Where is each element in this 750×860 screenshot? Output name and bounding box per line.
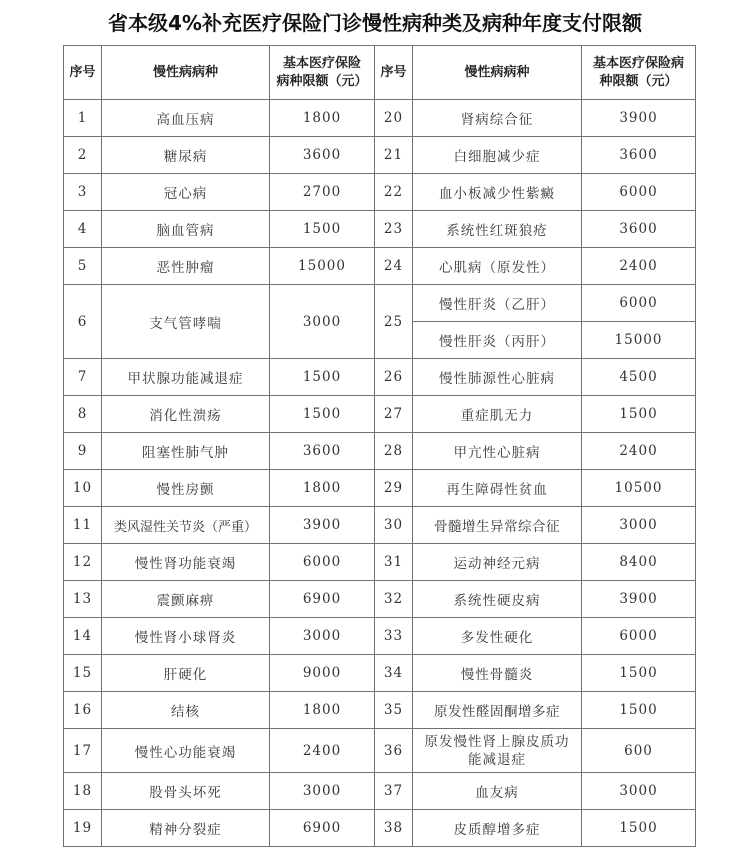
seq-cell: 37 bbox=[375, 773, 413, 810]
seq-cell: 14 bbox=[64, 618, 102, 655]
limit-cell: 1500 bbox=[270, 359, 375, 396]
seq-cell: 5 bbox=[64, 248, 102, 285]
disease-cell: 甲亢性心脏病 bbox=[413, 433, 582, 470]
limit-cell: 3000 bbox=[270, 618, 375, 655]
table-row bbox=[64, 100, 696, 137]
disease-cell-line2: 能减退症 bbox=[468, 751, 526, 768]
table-row bbox=[64, 174, 696, 211]
disease-cell bbox=[413, 729, 582, 773]
seq-cell: 31 bbox=[375, 544, 413, 581]
seq-cell: 12 bbox=[64, 544, 102, 581]
limit-cell: 10500 bbox=[582, 470, 696, 507]
disease-cell: 结核 bbox=[102, 692, 270, 729]
limit-cell: 3600 bbox=[582, 211, 696, 248]
table-row bbox=[64, 137, 696, 174]
disease-cell: 心肌病（原发性） bbox=[413, 248, 582, 285]
disease-cell: 慢性肝炎（丙肝） bbox=[413, 322, 582, 359]
seq-cell: 20 bbox=[375, 100, 413, 137]
seq-cell: 13 bbox=[64, 581, 102, 618]
header-limit-line1: 基本医疗保险 bbox=[282, 55, 361, 71]
limit-cell: 6900 bbox=[270, 810, 375, 847]
table-row bbox=[64, 470, 696, 507]
limit-cell: 2400 bbox=[270, 729, 375, 773]
disease-cell: 震颤麻痹 bbox=[102, 581, 270, 618]
table-row bbox=[64, 285, 696, 322]
seq-cell: 10 bbox=[64, 470, 102, 507]
disease-cell: 慢性心功能衰竭 bbox=[102, 729, 270, 773]
table-row bbox=[64, 433, 696, 470]
limit-cell: 4500 bbox=[582, 359, 696, 396]
table-row bbox=[64, 655, 696, 692]
disease-cell: 类风湿性关节炎（严重） bbox=[102, 507, 270, 544]
chronic-disease-limit-table bbox=[63, 45, 696, 847]
table-row bbox=[64, 359, 696, 396]
disease-cell: 支气管哮喘 bbox=[102, 285, 270, 359]
disease-cell: 肾病综合征 bbox=[413, 100, 582, 137]
seq-cell: 8 bbox=[64, 396, 102, 433]
limit-cell: 1500 bbox=[582, 810, 696, 847]
disease-cell: 原发性醛固酮增多症 bbox=[413, 692, 582, 729]
seq-cell: 4 bbox=[64, 211, 102, 248]
disease-cell: 脑血管病 bbox=[102, 211, 270, 248]
table-row bbox=[64, 773, 696, 810]
seq-cell: 36 bbox=[375, 729, 413, 773]
disease-cell: 多发性硬化 bbox=[413, 618, 582, 655]
seq-cell: 25 bbox=[375, 285, 413, 359]
limit-cell: 15000 bbox=[270, 248, 375, 285]
seq-cell: 29 bbox=[375, 470, 413, 507]
limit-cell: 3600 bbox=[270, 137, 375, 174]
table-row bbox=[64, 507, 696, 544]
header-seq-2: 序号 bbox=[375, 46, 413, 100]
table-row bbox=[64, 544, 696, 581]
disease-cell: 高血压病 bbox=[102, 100, 270, 137]
seq-cell: 15 bbox=[64, 655, 102, 692]
limit-cell: 15000 bbox=[582, 322, 696, 359]
limit-cell: 1800 bbox=[270, 470, 375, 507]
disease-cell: 系统性红斑狼疮 bbox=[413, 211, 582, 248]
limit-cell: 6000 bbox=[270, 544, 375, 581]
limit-cell: 6000 bbox=[582, 618, 696, 655]
limit-cell: 2400 bbox=[582, 248, 696, 285]
disease-cell: 重症肌无力 bbox=[413, 396, 582, 433]
limit-cell: 3000 bbox=[582, 773, 696, 810]
limit-cell: 3600 bbox=[582, 137, 696, 174]
limit-cell: 9000 bbox=[270, 655, 375, 692]
table-row bbox=[64, 581, 696, 618]
seq-cell: 30 bbox=[375, 507, 413, 544]
seq-cell: 27 bbox=[375, 396, 413, 433]
header-seq: 序号 bbox=[64, 46, 102, 100]
seq-cell: 33 bbox=[375, 618, 413, 655]
seq-cell: 23 bbox=[375, 211, 413, 248]
table-row bbox=[64, 729, 696, 773]
seq-cell: 3 bbox=[64, 174, 102, 211]
disease-cell: 再生障碍性贫血 bbox=[413, 470, 582, 507]
disease-cell: 股骨头坏死 bbox=[102, 773, 270, 810]
disease-cell: 血友病 bbox=[413, 773, 582, 810]
limit-cell: 600 bbox=[582, 729, 696, 773]
seq-cell: 6 bbox=[64, 285, 102, 359]
limit-cell: 1500 bbox=[270, 396, 375, 433]
disease-cell: 皮质醇增多症 bbox=[413, 810, 582, 847]
limit-cell: 2700 bbox=[270, 174, 375, 211]
table-row bbox=[64, 248, 696, 285]
table-row bbox=[64, 396, 696, 433]
disease-cell: 白细胞减少症 bbox=[413, 137, 582, 174]
header-disease-2: 慢性病病种 bbox=[413, 46, 582, 100]
limit-cell: 3000 bbox=[582, 507, 696, 544]
seq-cell: 32 bbox=[375, 581, 413, 618]
limit-cell: 3000 bbox=[270, 285, 375, 359]
seq-cell: 16 bbox=[64, 692, 102, 729]
limit-cell: 1500 bbox=[582, 655, 696, 692]
disease-cell: 骨髓增生异常综合征 bbox=[413, 507, 582, 544]
header-limit-line2: 病种限额（元） bbox=[276, 73, 368, 89]
disease-cell: 慢性肾小球肾炎 bbox=[102, 618, 270, 655]
limit-cell: 1500 bbox=[270, 211, 375, 248]
seq-cell: 17 bbox=[64, 729, 102, 773]
limit-cell: 2400 bbox=[582, 433, 696, 470]
disease-cell: 冠心病 bbox=[102, 174, 270, 211]
disease-cell: 慢性骨髓炎 bbox=[413, 655, 582, 692]
seq-cell: 21 bbox=[375, 137, 413, 174]
seq-cell: 28 bbox=[375, 433, 413, 470]
limit-cell: 6000 bbox=[582, 174, 696, 211]
disease-cell-line1: 原发慢性肾上腺皮质功 bbox=[424, 733, 570, 750]
seq-cell: 19 bbox=[64, 810, 102, 847]
limit-cell: 6900 bbox=[270, 581, 375, 618]
disease-cell: 恶性肿瘤 bbox=[102, 248, 270, 285]
seq-cell: 34 bbox=[375, 655, 413, 692]
limit-cell: 1800 bbox=[270, 692, 375, 729]
limit-cell: 3600 bbox=[270, 433, 375, 470]
header-limit-2-line1: 基本医疗保险病 bbox=[592, 55, 684, 71]
disease-cell: 慢性房颤 bbox=[102, 470, 270, 507]
seq-cell: 24 bbox=[375, 248, 413, 285]
table-row bbox=[64, 211, 696, 248]
header-disease: 慢性病病种 bbox=[102, 46, 270, 100]
seq-cell: 26 bbox=[375, 359, 413, 396]
disease-cell: 血小板减少性紫癜 bbox=[413, 174, 582, 211]
header-limit bbox=[270, 46, 375, 100]
disease-cell: 精神分裂症 bbox=[102, 810, 270, 847]
table-header-row bbox=[64, 46, 696, 100]
disease-cell: 系统性硬皮病 bbox=[413, 581, 582, 618]
disease-cell: 肝硬化 bbox=[102, 655, 270, 692]
disease-cell: 糖尿病 bbox=[102, 137, 270, 174]
disease-cell: 慢性肺源性心脏病 bbox=[413, 359, 582, 396]
header-limit-2 bbox=[582, 46, 696, 100]
document-title: 省本级4%补充医疗保险门诊慢性病种类及病种年度支付限额 bbox=[108, 11, 642, 35]
seq-cell: 9 bbox=[64, 433, 102, 470]
disease-cell: 消化性溃疡 bbox=[102, 396, 270, 433]
table-row bbox=[64, 692, 696, 729]
disease-cell: 阻塞性肺气肿 bbox=[102, 433, 270, 470]
disease-cell: 运动神经元病 bbox=[413, 544, 582, 581]
limit-cell: 3900 bbox=[582, 581, 696, 618]
table-row bbox=[64, 810, 696, 847]
disease-cell: 慢性肝炎（乙肝） bbox=[413, 285, 582, 322]
seq-cell: 11 bbox=[64, 507, 102, 544]
limit-cell: 8400 bbox=[582, 544, 696, 581]
limit-cell: 6000 bbox=[582, 285, 696, 322]
limit-cell: 3000 bbox=[270, 773, 375, 810]
limit-cell: 1800 bbox=[270, 100, 375, 137]
seq-cell: 35 bbox=[375, 692, 413, 729]
disease-cell: 甲状腺功能减退症 bbox=[102, 359, 270, 396]
seq-cell: 22 bbox=[375, 174, 413, 211]
limit-cell: 3900 bbox=[582, 100, 696, 137]
seq-cell: 1 bbox=[64, 100, 102, 137]
seq-cell: 18 bbox=[64, 773, 102, 810]
limit-cell: 1500 bbox=[582, 396, 696, 433]
table-row bbox=[64, 618, 696, 655]
seq-cell: 7 bbox=[64, 359, 102, 396]
limit-cell: 3900 bbox=[270, 507, 375, 544]
seq-cell: 38 bbox=[375, 810, 413, 847]
header-limit-2-line2: 种限额（元） bbox=[599, 73, 678, 89]
disease-cell: 慢性肾功能衰竭 bbox=[102, 544, 270, 581]
limit-cell: 1500 bbox=[582, 692, 696, 729]
seq-cell: 2 bbox=[64, 137, 102, 174]
